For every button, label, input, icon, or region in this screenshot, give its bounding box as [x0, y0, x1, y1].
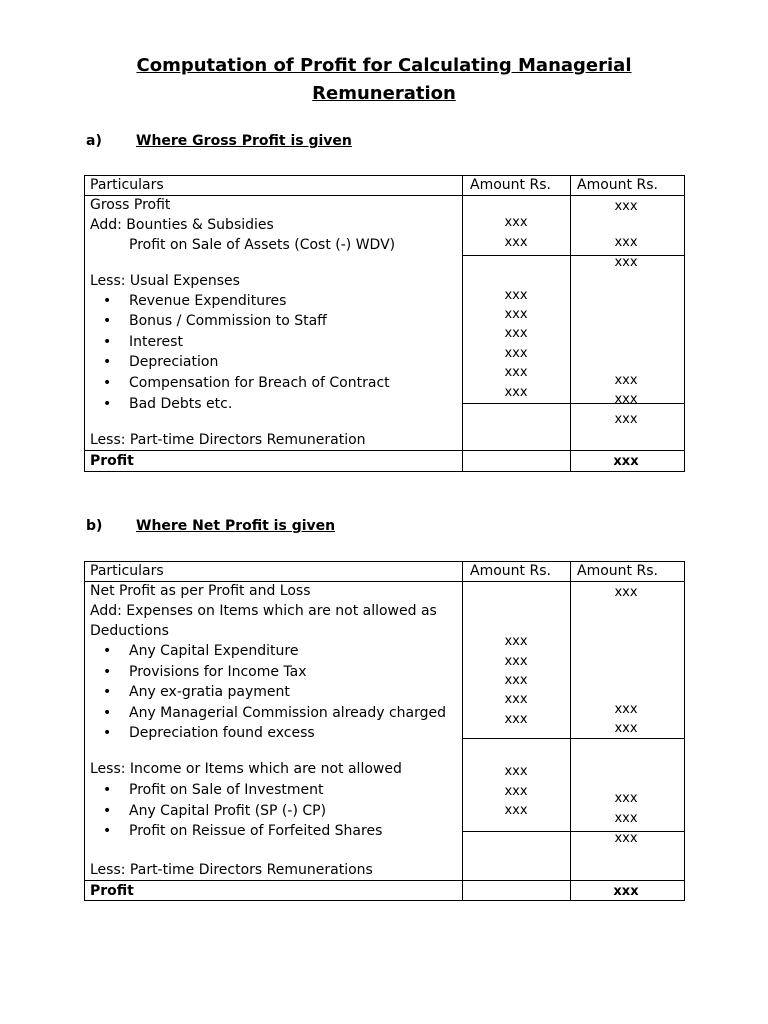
section-b-heading — [86, 517, 335, 535]
table-b-amt2-6: xxx — [614, 831, 638, 846]
table-b-row-managerial-commission: • Any Managerial Commission already charged — [129, 703, 446, 723]
table-b-header-amount-2: Amount Rs. — [577, 563, 658, 579]
page-title — [0, 52, 768, 108]
table-a-amt2-2: xxx — [614, 235, 638, 250]
table-b-row-less-income: Less: Income or Items which are not allowed — [90, 761, 402, 777]
table-a-amt2-3: xxx — [614, 255, 638, 270]
table-a-amt1-5: xxx — [504, 326, 528, 341]
table-a-row-gross-profit: Gross Profit — [90, 197, 171, 213]
table-b-amt1-6: xxx — [504, 764, 528, 779]
table-a-amt1-1: xxx — [504, 215, 528, 230]
table-b-amt1-3: xxx — [504, 673, 528, 688]
table-a-row-bonus-commission: • Bonus / Commission to Staff — [129, 311, 327, 331]
table-b-amt1-7: xxx — [504, 784, 528, 799]
table-b-amt1-4: xxx — [504, 692, 528, 707]
table-b-amt1-2: xxx — [504, 654, 528, 669]
table-b-amt2-3: xxx — [614, 721, 638, 736]
table-b-header-particulars: Particulars — [90, 563, 164, 579]
table-a-header-amount-1: Amount Rs. — [470, 177, 551, 193]
table-a-header-particulars: Particulars — [90, 177, 164, 193]
table-a-header-amount-2: Amount Rs. — [577, 177, 658, 193]
table-a-amt1-4: xxx — [504, 307, 528, 322]
table-a-row-depreciation: • Depreciation — [129, 352, 218, 372]
table-a-row-less-directors: Less: Part-time Directors Remuneration — [90, 432, 366, 448]
table-b-header-amount-1: Amount Rs. — [470, 563, 551, 579]
table-a-amt2-6: xxx — [614, 412, 638, 427]
table-a-amt1-8: xxx — [504, 385, 528, 400]
section-b-title: Where Net Profit is given — [136, 518, 336, 534]
table-a-row-interest: • Interest — [129, 332, 183, 352]
table-a-col-divider-2 — [570, 175, 571, 472]
table-b — [84, 561, 685, 901]
table-b-row-capital-expenditure: • Any Capital Expenditure — [129, 641, 298, 661]
section-a-heading — [86, 132, 352, 150]
table-b-row-deductions: Deductions — [90, 623, 169, 639]
table-a-amt2-1: xxx — [614, 199, 638, 214]
table-b-row-capital-profit: • Any Capital Profit (SP (-) CP) — [129, 801, 326, 821]
table-b-row-reissue-shares: • Profit on Reissue of Forfeited Shares — [129, 821, 382, 841]
table-b-profit-value: xxx — [613, 884, 639, 899]
table-a-profit-value: xxx — [613, 454, 639, 469]
table-a-amt1-3: xxx — [504, 288, 528, 303]
table-b-amt1-5: xxx — [504, 712, 528, 727]
table-a-row-bad-debts: • Bad Debts etc. — [129, 394, 232, 414]
table-a-row-revenue-expenditures: • Revenue Expenditures — [129, 291, 286, 311]
table-b-profit-label: Profit — [90, 883, 134, 899]
title-line-1: Computation of Profit for Calculating Managerial — [136, 55, 632, 76]
table-a-profit-label: Profit — [90, 453, 134, 469]
table-b-row-net-profit: Net Profit as per Profit and Loss — [90, 583, 311, 599]
table-b-amt2-2: xxx — [614, 702, 638, 717]
section-a-letter: a) — [86, 133, 102, 149]
table-a-profit-rule — [84, 450, 685, 451]
table-a-header-rule — [84, 195, 685, 196]
table-a-amt1-2: xxx — [504, 235, 528, 250]
table-a-row-compensation: • Compensation for Breach of Contract — [129, 373, 390, 393]
table-b-row-less-directors: Less: Part-time Directors Remunerations — [90, 862, 373, 878]
table-b-subtotal-rule-1 — [462, 738, 685, 739]
table-b-row-ex-gratia: • Any ex-gratia payment — [129, 682, 290, 702]
table-a-row-less-usual-expenses: Less: Usual Expenses — [90, 273, 240, 289]
table-a-col-divider-1 — [462, 175, 463, 472]
table-b-amt2-1: xxx — [614, 585, 638, 600]
table-b-col-divider-1 — [462, 561, 463, 901]
table-b-amt2-5: xxx — [614, 811, 638, 826]
table-a — [84, 175, 685, 472]
table-a-amt2-5: xxx — [614, 392, 638, 407]
title-line-2: Remuneration — [312, 83, 456, 104]
table-b-row-add-expenses: Add: Expenses on Items which are not allowed as — [90, 603, 437, 619]
table-a-row-profit-sale-assets: Profit on Sale of Assets (Cost (-) WDV) — [129, 237, 396, 253]
table-a-amt1-6: xxx — [504, 346, 528, 361]
table-b-amt1-8: xxx — [504, 803, 528, 818]
section-b-letter: b) — [86, 518, 103, 534]
table-b-amt1-1: xxx — [504, 634, 528, 649]
table-a-amt1-7: xxx — [504, 365, 528, 380]
table-b-profit-rule — [84, 880, 685, 881]
table-b-amt2-4: xxx — [614, 791, 638, 806]
table-b-row-depreciation-excess: • Depreciation found excess — [129, 723, 315, 743]
table-b-row-income-tax: • Provisions for Income Tax — [129, 662, 307, 682]
table-a-row-add-bounties: Add: Bounties & Subsidies — [90, 217, 274, 233]
table-b-row-sale-investment: • Profit on Sale of Investment — [129, 780, 324, 800]
table-b-col-divider-2 — [570, 561, 571, 901]
table-a-amt2-4: xxx — [614, 373, 638, 388]
section-a-title: Where Gross Profit is given — [136, 133, 352, 149]
